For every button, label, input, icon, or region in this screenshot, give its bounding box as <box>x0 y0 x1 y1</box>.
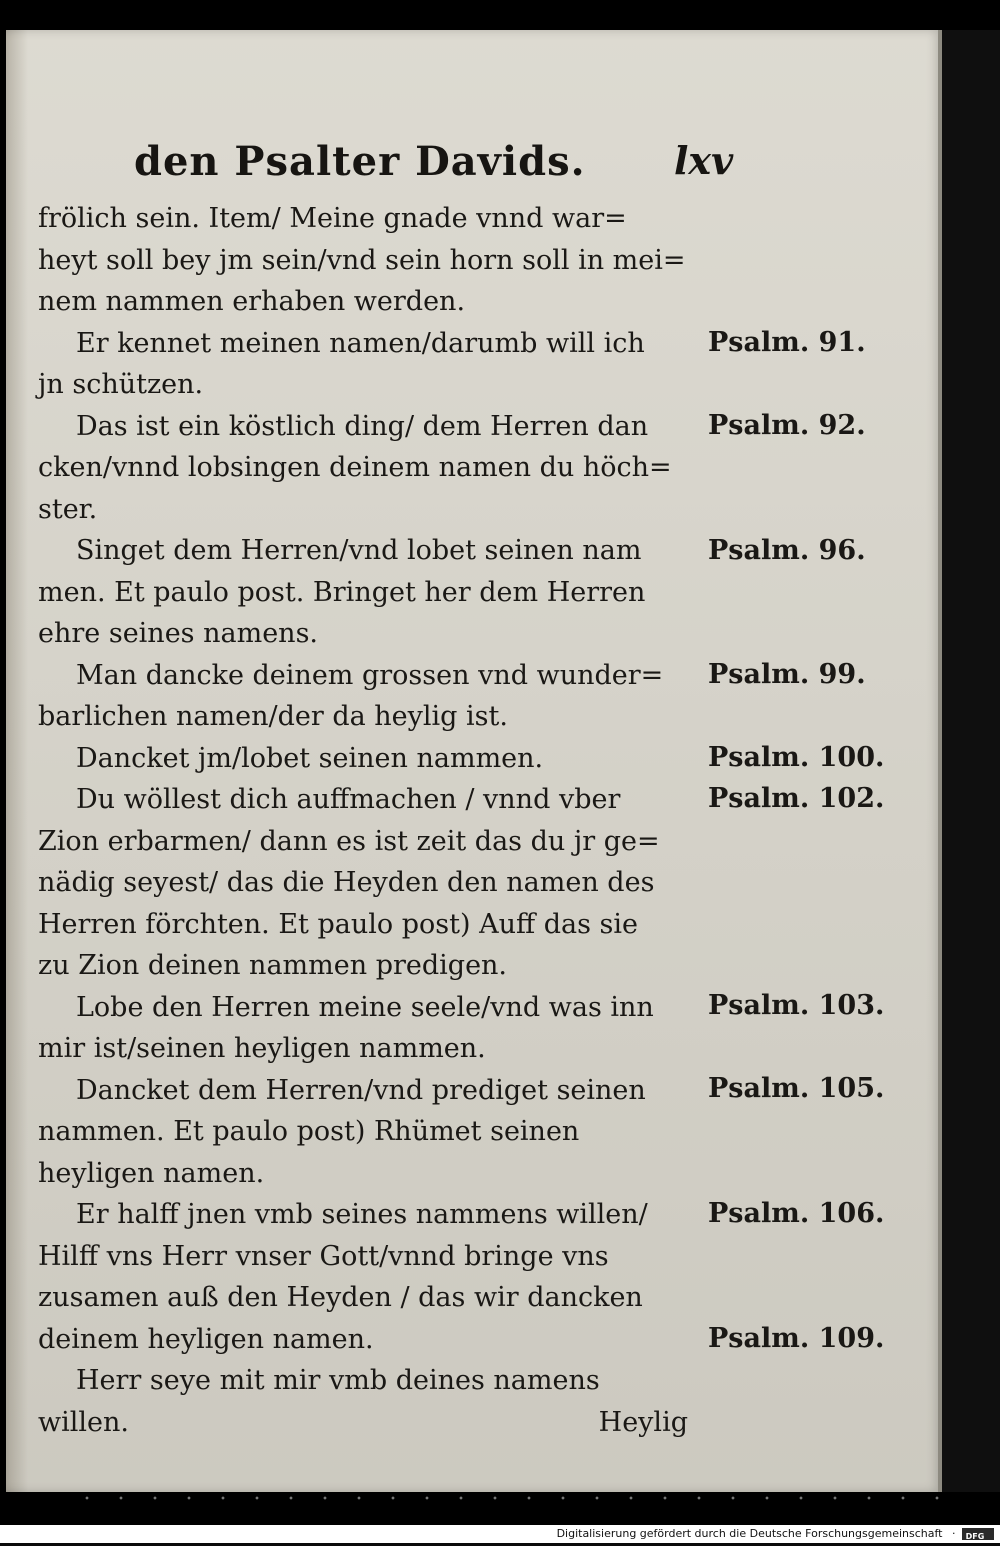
text-line: heyligen namen. <box>38 1157 265 1189</box>
catchword: Heylig <box>598 1406 688 1438</box>
text-line: deinem heyligen namen. <box>38 1323 374 1355</box>
text-line: Er halff jnen vmb seines nammens willen/ <box>76 1199 648 1230</box>
margin-reference: Psalm. 100. <box>708 742 885 773</box>
text-line: nammen. Et paulo post) Rhümet seinen <box>38 1116 580 1147</box>
text-line: ster. <box>38 493 98 525</box>
text-line: Dancket dem Herren/vnd prediget seinen <box>76 1074 646 1106</box>
page-header <box>6 138 942 188</box>
margin-reference: Psalm. 106. <box>708 1198 885 1229</box>
margin-reference: Psalm. 99. <box>708 659 866 690</box>
running-title: den Psalter Davids. <box>134 138 586 185</box>
text-line: nem nammen erhaben werden. <box>38 286 466 317</box>
text-line: Lobe den Herren meine seele/vnd was inn <box>76 991 654 1023</box>
text-line: nädig seyest/ das die Heyden den namen des <box>38 867 655 898</box>
text-line: Man dancke deinem grossen vnd wunder= <box>76 659 664 691</box>
margin-reference: Psalm. 96. <box>708 535 866 566</box>
credit-text: Digitalisierung gefördert durch die Deutsche Forschungsgemeinschaft <box>556 1527 943 1540</box>
margin-reference: Psalm. 109. <box>708 1323 885 1354</box>
text-line: Herr seye mit mir vmb deines namens <box>76 1365 600 1396</box>
folio-number: lxv <box>674 138 734 183</box>
margin-reference: Psalm. 92. <box>708 410 866 441</box>
book-page <box>6 30 942 1492</box>
text-line: Du wöllest dich auffmachen / vnnd vber <box>76 784 621 815</box>
text-line: ehre seines namens. <box>38 618 319 649</box>
text-line-with-catchword <box>38 1402 698 1444</box>
body-text <box>38 198 698 1443</box>
text-line: barlichen namen/der da heylig ist. <box>38 701 508 732</box>
scan-dots <box>70 1495 950 1501</box>
text-line: Dancket jm/lobet seinen nammen. <box>76 742 544 774</box>
text-line: cken/vnnd lobsingen deinem namen du höch= <box>38 452 672 483</box>
text-line: Das ist ein köstlich ding/ dem Herren dan <box>76 410 649 442</box>
text-line: Zion erbarmen/ dann es ist zeit das du jr ge= <box>38 825 660 857</box>
text-line: zusamen auß den Heyden / das wir dancken <box>38 1282 643 1313</box>
margin-reference: Psalm. 91. <box>708 327 866 358</box>
scan-border <box>942 30 1000 1492</box>
text-line: Herren förchten. Et paulo post) Auff das sie <box>38 908 639 940</box>
dfg-logo-icon: DFG <box>962 1528 994 1540</box>
text-line: Hilff vns Herr vnser Gott/vnnd bringe vns <box>38 1240 609 1272</box>
margin-reference: Psalm. 102. <box>708 783 885 814</box>
text-line: Singet dem Herren/vnd lobet seinen nam <box>76 535 642 566</box>
text-line: Er kennet meinen namen/darumb will ich <box>76 327 645 359</box>
text-line: mir ist/seinen heyligen nammen. <box>38 1033 486 1064</box>
text-line: heyt soll bey jm sein/vnd sein horn soll in mei= <box>38 244 686 276</box>
margin-reference: Psalm. 103. <box>708 990 885 1021</box>
footer-credit: Digitalisierung gefördert durch die Deutsche Forschungsgemeinschaft · DFG <box>0 1525 1000 1543</box>
text-line: frölich sein. Item/ Meine gnade vnnd war= <box>38 203 627 234</box>
text-line: men. Et paulo post. Bringet her dem Herren <box>38 576 646 608</box>
text-line: zu Zion deinen nammen predigen. <box>38 950 508 981</box>
margin-reference: Psalm. 105. <box>708 1073 885 1104</box>
text-line: jn schützen. <box>38 369 204 400</box>
text-line: willen. <box>38 1406 129 1438</box>
